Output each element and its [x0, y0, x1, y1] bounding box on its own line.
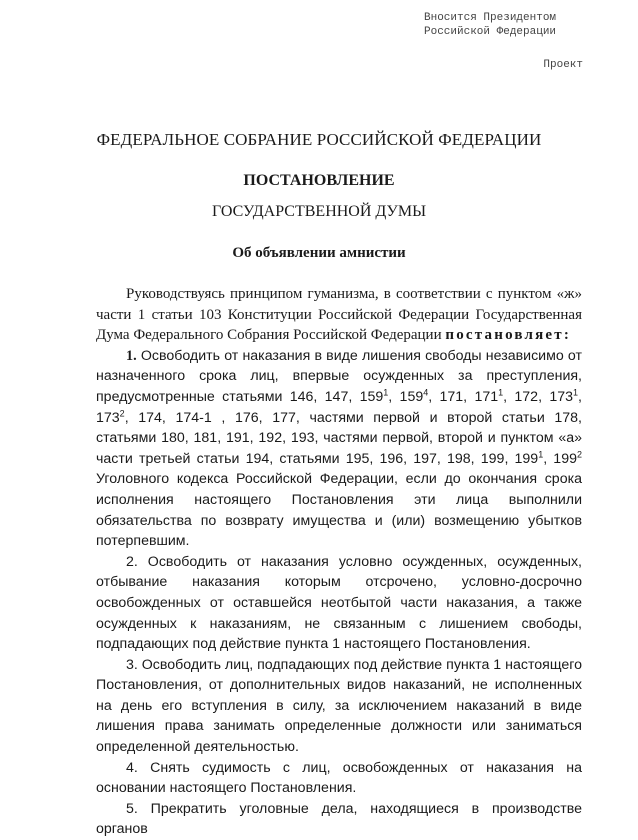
submitted-by-note	[424, 11, 556, 39]
superscript: 1	[383, 387, 389, 398]
assembly-heading: ФЕДЕРАЛЬНОЕ СОБРАНИЕ РОССИЙСКОЙ ФЕДЕРАЦИИ	[96, 130, 542, 149]
preamble-paragraph	[96, 284, 582, 346]
paragraph-1-text: , 174, 174-1 , 176, 177, частями первой и второй статьи 178, статьями 180, 181, 191, 192, 193, частями первой, второй и пунктом «а» части третьей статьи 194, статьями 195, 196, 197, 198, 199, 199	[96, 409, 582, 467]
paragraph-1-text: , 172, 173	[503, 388, 574, 405]
draft-label: Проект	[543, 59, 583, 71]
paragraph-1-text: Уголовного кодекса Российской Федерации, если до окончания срока исполнения настоящего Постановления эти лица выполнили обязательства по возврату имущества и (или) возмещению убытков потерпевшим.	[96, 471, 582, 550]
submitted-line-2: Российской Федерации	[424, 26, 557, 38]
paragraph-5: 5. Прекратить уголовные дела, находящиеся в производстве органов	[96, 800, 582, 838]
superscript: 2	[576, 449, 582, 460]
document-body	[96, 284, 582, 840]
paragraph-1-text: , 171, 171	[428, 388, 499, 405]
preamble-text: Руководствуясь принципом гуманизма, в соответствии с пунктом «ж» части 1 статьи 103 Конституции Российской Федерации Государственная Дума Федерального Собрания Российской Федерации	[96, 286, 582, 344]
paragraph-3: 3. Освободить лиц, подпадающих под действие пункта 1 настоящего Постановления, от дополнительных видов наказаний, не исполненных на день его вступления в силу, за исключением наказаний в виде лишения права занимать определенные должности или заниматься определенной деятельностью.	[96, 656, 583, 756]
resolution-heading: ПОСТАНОВЛЕНИЕ	[243, 172, 395, 189]
paragraph-1-number: 1.	[126, 347, 137, 364]
decides-word: постановляет:	[445, 327, 572, 344]
subject-heading: Об объявлении амнистии	[232, 245, 406, 261]
superscript: 1	[538, 449, 544, 460]
superscript: 2	[119, 407, 125, 418]
superscript: 4	[423, 387, 429, 398]
paragraph-1-text: , 173	[96, 388, 582, 426]
paragraph-1-text: Освободить от наказания в виде лишения свободы независимо от назначенного срока лиц, впервые осужденных за преступления, предусмотренные статьями 146, 147, 159	[96, 347, 582, 405]
paragraph-1-text: , 159	[388, 388, 424, 405]
superscript: 1	[498, 387, 504, 398]
paragraph-1	[96, 346, 582, 552]
paragraph-4: 4. Снять судимость с лиц, освобожденных от наказания на основании настоящего Постановления.	[96, 759, 582, 797]
paragraph-2: 2. Освободить от наказания условно осужденных, осужденных, отбывание наказания которым отсрочено, условно-досрочно освобожденных от оставшейся неотбытой части наказания, а также осужденных к наказаниям, не связанным с лишением свободы, подпадающих под действие пункта 1 настоящего Постановления.	[96, 553, 582, 653]
paragraph-1-text: , 199	[543, 450, 577, 467]
superscript: 1	[573, 387, 579, 398]
duma-heading: ГОСУДАРСТВЕННОЙ ДУМЫ	[211, 203, 427, 220]
submitted-line-1: Вносится Президентом	[424, 12, 557, 24]
